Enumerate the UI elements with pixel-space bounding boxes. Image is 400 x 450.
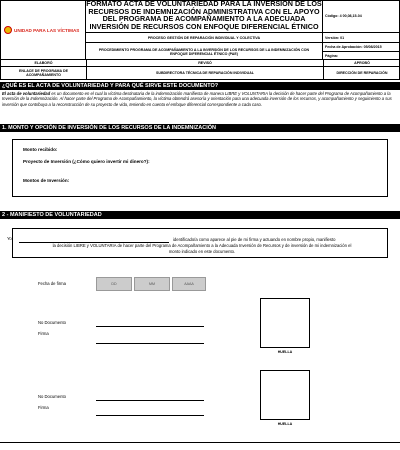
bottom-rule (0, 442, 400, 443)
logo (4, 26, 84, 34)
role-value-aprobo (324, 67, 400, 79)
definition-text: es un documento en el cual la víctima destinataria de la indemnización manifiesta de manera LIBRE y VOLUNTARIA la decisión de hacer parte del Programa de Acompañamiento a la Inversión de la Indemnización. Al hacer parte del Programa de Acompañamiento, la víctima obtendrá asesoría y orientación para una adecuada inversión de los recursos, y acompañamiento y seguimiento a sus inversión que contribuya a la reconstrucción de su proyecto de vida, teniendo en cuenta el enfoque diferencial correspondiente a cada caso. (2, 91, 392, 107)
manifest-box (7, 228, 388, 258)
page-cell (323, 52, 400, 60)
document-number-label-2: No Documento (38, 394, 66, 399)
logo-cell (0, 0, 86, 60)
process-label: PROCESO GESTIÓN DE REPARACIÓN INDIVIDUAL Y COLECTIVA (147, 35, 261, 40)
document-number-line-2[interactable] (96, 400, 204, 401)
fingerprint-box-2[interactable] (260, 370, 310, 420)
fingerprint-label-2: HUELLA (277, 422, 293, 426)
document-title-cell (86, 0, 323, 33)
role-value-text: ENLACE DE PROGRAMA DE ACOMPAÑAMIENTO (19, 69, 68, 77)
signature-line-2[interactable] (96, 415, 204, 416)
manifest-text-1: identificado/a como aparece al pie de mi firma y actuando en nombre propio, manifiesto (173, 237, 336, 242)
date-month-field[interactable]: MM (134, 277, 170, 291)
section-manifest-bar: 2 - MANIFIESTO DE VOLUNTARIEDAD (0, 211, 400, 219)
role-header-reviso (87, 60, 324, 67)
section-what-is-bar: ¿QUÉ ES EL ACTA DE VOLUNTARIEDAD Y PARA QUÉ SIRVE ESTE DOCUMENTO? (0, 82, 400, 90)
role-header-text: REVISÓ (198, 61, 212, 65)
logo-text: UNIDAD PARA LAS VÍCTIMAS (14, 27, 80, 33)
role-value-reviso (87, 67, 324, 79)
manifest-text-3: monto indicado en este documento. (168, 249, 236, 254)
document-number-label: No Documento (38, 320, 66, 325)
date-cell (323, 43, 400, 52)
process-cell (86, 33, 323, 43)
amount-received-label: Monto recibido: (23, 147, 58, 152)
investment-project-label: Proyecto de Inversión (¿Cómo quiero invertir mi dinero?): (23, 159, 150, 164)
roles-table (0, 60, 400, 80)
role-header-elaboro (1, 60, 87, 67)
page-label: Página: (325, 54, 338, 58)
signature-label-2: Firma (38, 405, 49, 410)
role-header-text: APROBÓ (354, 61, 370, 65)
role-value-elaboro (1, 67, 87, 79)
role-header-text: ELABORÓ (34, 61, 53, 65)
version-label: Versión: 01 (325, 35, 345, 40)
date-year-field[interactable]: AAAA (172, 277, 206, 291)
fingerprint-label: HUELLA (277, 350, 293, 354)
signature-label: Firma (38, 331, 49, 336)
fingerprint-box[interactable] (260, 298, 310, 348)
role-value-text: SUBDIRECTORA TÉCNICA DE REPARACIÓN INDIVIDUAL (155, 71, 255, 75)
investment-amounts-label: Montos de Inversión: (23, 178, 70, 183)
coat-of-arms-icon (4, 26, 12, 34)
signature-line[interactable] (96, 343, 204, 344)
document-number-line[interactable] (96, 326, 204, 327)
document-title: FORMATO ACTA DE VOLUNTARIEDAD PARA LA INVERSIÓN DE LOS RECURSOS DE INDEMNIZACIÓN ADMINISTRATIVA CON EL APOYO DEL PROGRAMA DE ACOMPAÑAMIENTO A LA ADECUADA INVERSIÓN DE RECURSOS CON ENFOQUE DIFERENCIAL ÉTNICO (86, 0, 322, 31)
signature-date-label: Fecha de firma (38, 281, 66, 286)
role-value-text: DIRECCIÓN DE REPARACIÓN (336, 71, 388, 75)
approval-date-label: Fecha de Aprobación: 05/08/2015 (325, 45, 382, 49)
manifest-text-2: la decisión LIBRE y VOLUNTARIA de hacer parte del Programa de Acompañamiento a la Adecuada Inversión de Recursos y de inversión de mi indemnización el (52, 243, 352, 248)
section-amount-bar: 1. MONTO Y OPCIÓN DE INVERSIÓN DE LOS RECURSOS DE LA INDEMNIZACIÓN (0, 124, 400, 132)
code-label: Código: 4 00,08,15-04 (325, 14, 362, 18)
section-what-is-text (0, 90, 400, 123)
role-header-aprobo (324, 60, 400, 67)
lead-term: El acta de voluntariedad (2, 91, 51, 96)
amount-box (12, 139, 388, 197)
procedure-cell (86, 43, 323, 60)
yo-label: Yo (7, 236, 12, 241)
version-cell (323, 33, 400, 43)
code-cell (323, 0, 400, 33)
date-day-field[interactable]: DD (96, 277, 132, 291)
procedure-label: PROCEDIMIENTO PROGRAMA DE ACOMPAÑAMIENTO A LA INVERSIÓN DE LOS RECURSOS DE LA INDEMNIZACIÓN CON ENFOQUE DIFERENCIAL ÉTNICO (PAE) (98, 47, 310, 56)
